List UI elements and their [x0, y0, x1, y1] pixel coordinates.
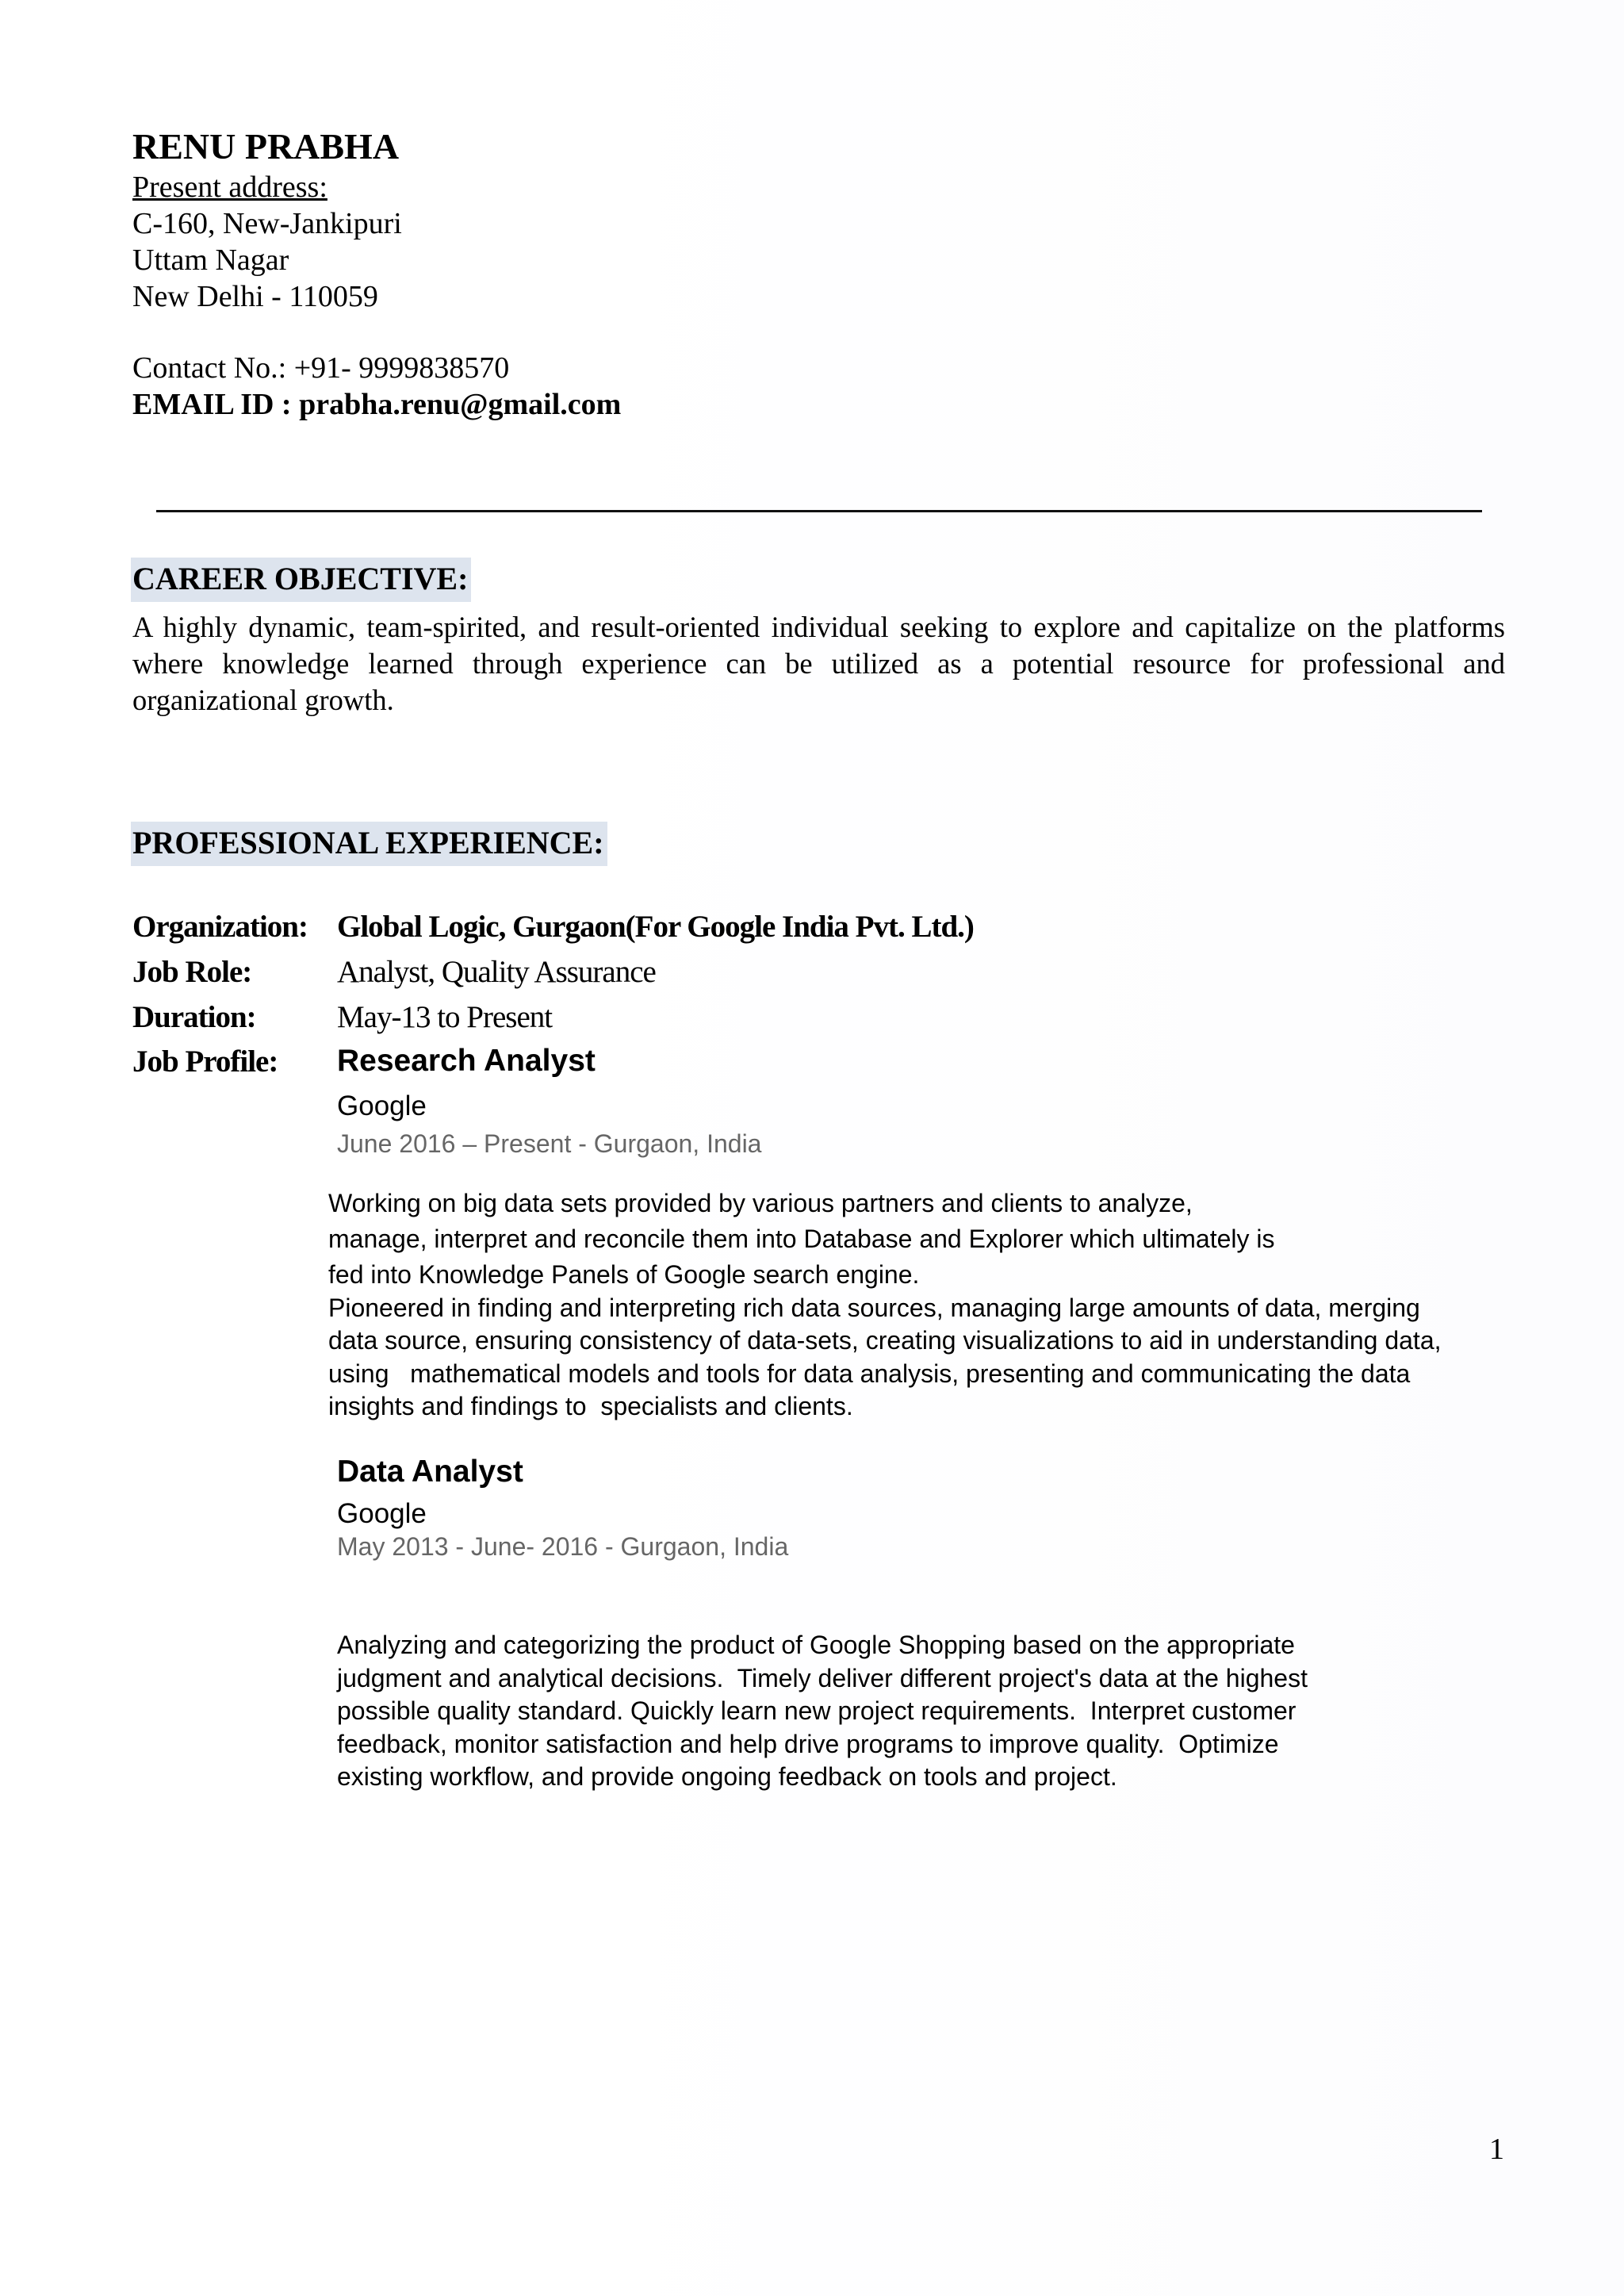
candidate-name: RENU PRABHA: [132, 126, 400, 167]
description-line: manage, interpret and reconcile them into Database and Explorer which ultimately is: [328, 1225, 1275, 1253]
duration-label: Duration:: [132, 1000, 256, 1034]
divider-line: [156, 510, 1482, 512]
description-line: Analyzing and categorizing the product of Google Shopping based on the appropriate: [337, 1631, 1295, 1659]
job-role-value: Analyst, Quality Assurance: [337, 955, 656, 989]
description-line: possible quality standard. Quickly learn new project requirements. Interpret customer: [337, 1696, 1297, 1725]
email-id: EMAIL ID : prabha.renu@gmail.com: [132, 388, 622, 421]
position-company: Google: [337, 1091, 427, 1121]
job-profile-label: Job Profile:: [132, 1045, 278, 1079]
description-line: Working on big data sets provided by various partners and clients to analyze,: [328, 1189, 1193, 1217]
job-role-label: Job Role:: [132, 955, 252, 989]
address-line-1: C-160, New-Jankipuri: [132, 207, 402, 240]
professional-experience-heading: PROFESSIONAL EXPERIENCE:: [131, 822, 607, 866]
address-line-3: New Delhi - 110059: [132, 280, 378, 313]
description-line: data source, ensuring consistency of data-sets, creating visualizations to aid in understanding data,: [328, 1326, 1442, 1355]
duration-value: May-13 to Present: [337, 1000, 553, 1034]
address-line-2: Uttam Nagar: [132, 243, 289, 277]
position-company: Google: [337, 1498, 427, 1529]
career-objective-heading: CAREER OBJECTIVE:: [131, 558, 471, 602]
position-description: [328, 1187, 1442, 1424]
page-number: 1: [1489, 2133, 1504, 2166]
description-line: insights and findings to specialists and clients.: [328, 1392, 853, 1420]
description-line: Pioneered in finding and interpreting rich data sources, managing large amounts of data, merging: [328, 1293, 1420, 1322]
position-description: [337, 1629, 1308, 1794]
organization-value: Global Logic, Gurgaon(For Google India Pvt. Ltd.): [337, 910, 974, 944]
organization-label: Organization:: [132, 910, 308, 944]
position-dates: May 2013 - June- 2016 - Gurgaon, India: [337, 1532, 789, 1561]
address-label: Present address:: [132, 171, 327, 204]
position-dates: June 2016 – Present - Gurgaon, India: [337, 1129, 762, 1158]
position-title: Research Analyst: [337, 1044, 596, 1078]
description-line: judgment and analytical decisions. Timely deliver different project's data at the highest: [337, 1663, 1308, 1692]
description-line: feedback, monitor satisfaction and help drive programs to improve quality. Optimize: [337, 1729, 1279, 1758]
contact-number: Contact No.: +91- 9999838570: [132, 351, 510, 385]
career-objective-text: A highly dynamic, team-spirited, and result-oriented individual seeking to explore and capitalize on the platforms where knowledge learned through experience can be utilized as a potential resource for professional and organizational growth.: [132, 611, 1505, 716]
description-line: using mathematical models and tools for data analysis, presenting and communicating the data: [328, 1359, 1411, 1388]
description-line: fed into Knowledge Panels of Google search engine.: [328, 1260, 920, 1289]
description-line: existing workflow, and provide ongoing feedback on tools and project.: [337, 1762, 1117, 1791]
position-title: Data Analyst: [337, 1455, 523, 1489]
